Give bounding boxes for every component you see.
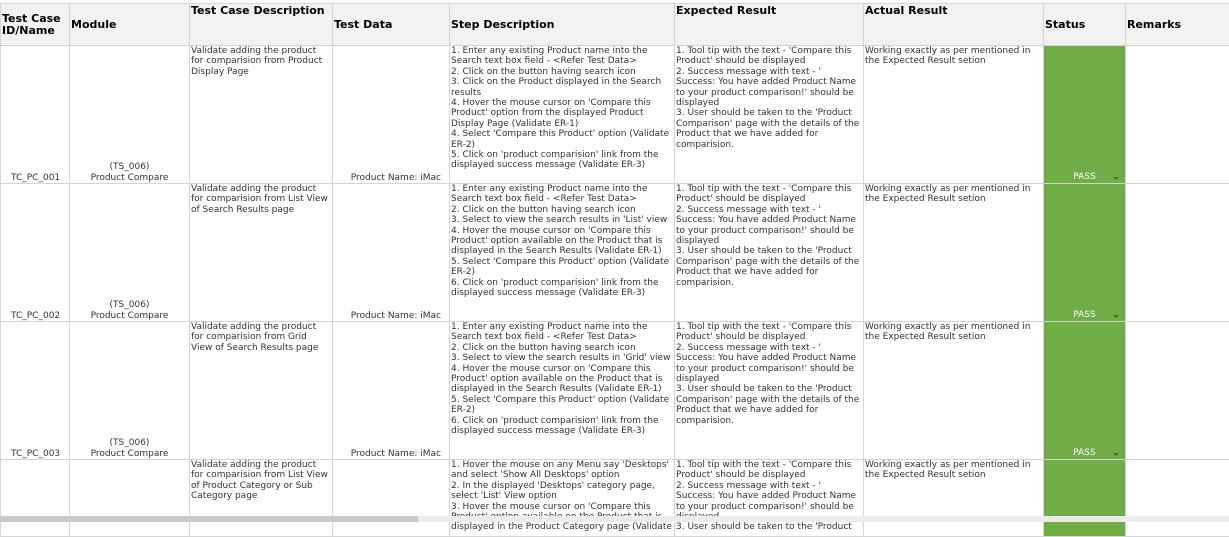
cell-status[interactable]: [1044, 184, 1126, 322]
cell-expected-result[interactable]: 1. Tool tip with the text - 'Compare this Product' should be displayed 2. Success message with text - ' Success: You have added Product Name to your product comparison!' should be displayed 3. User should be taken to the 'Product Comparison' page with the details of the Product that we have added for comparision.: [675, 184, 864, 322]
module-code: (TS_006): [71, 162, 188, 172]
cell-module[interactable]: [70, 184, 190, 322]
cell-module[interactable]: [70, 460, 190, 537]
horizontal-scrollbar[interactable]: [0, 516, 1229, 522]
cell-steps[interactable]: 1. Enter any existing Product name into the Search text box field - <Refer Test Data> 2. Click on the button having search icon 3. Select to view the search results in 'List' view 4. Hover the mouse cursor on 'Compare this Product' option available on the Product that is displayed in the Search Results (Validate ER-1) 5. Select 'Compare this Product' option (Validate ER-2) 6. Click on 'product comparision' link from the displayed success message (Validate ER-3): [450, 184, 675, 322]
cell-module[interactable]: [70, 46, 190, 184]
cell-test-case-id[interactable]: TC_PC_001: [1, 46, 70, 184]
status-value: PASS: [1073, 310, 1095, 321]
cell-remarks[interactable]: [1126, 46, 1229, 184]
cell-status[interactable]: [1044, 46, 1126, 184]
cell-description[interactable]: Validate adding the product for comparision from Product Display Page: [190, 46, 333, 184]
cell-expected-result[interactable]: 1. Tool tip with the text - 'Compare this Product' should be displayed 2. Success message with text - ' Success: You have added Product Name to your product comparison!' should be displayed 3. User should be taken to the 'Product Comparison' page with the details of the Product that we have added for comparision.: [675, 46, 864, 184]
header-expected-result[interactable]: Expected Result: [675, 4, 864, 46]
cell-steps[interactable]: 1. Hover the mouse on any Menu say 'Desktops' and select 'Show All Desktops' option 2. In the displayed 'Desktops' category page, select 'List' View option 3. Hover the mouse cursor on 'Compare this displayed in the Product Category page (Validate: [450, 460, 675, 537]
header-remarks[interactable]: Remarks: [1126, 4, 1229, 46]
test-case-sheet: [0, 3, 1229, 537]
header-status[interactable]: Status: [1044, 4, 1126, 46]
cell-description[interactable]: Validate adding the product for comparision from Grid View of Search Results page: [190, 322, 333, 460]
cell-remarks[interactable]: [1126, 184, 1229, 322]
cell-status[interactable]: [1044, 460, 1126, 537]
cell-expected-result[interactable]: 1. Tool tip with the text - 'Compare this Product' should be displayed 2. Success message with text - ' Success: You have added Product Name to your product comparison!' should be 3. User should be taken to the 'Product: [675, 460, 864, 537]
cell-module[interactable]: [70, 322, 190, 460]
header-description[interactable]: Test Case Description: [190, 4, 333, 46]
cell-actual-result[interactable]: Working exactly as per mentioned in the Expected Result setion: [864, 322, 1044, 460]
dropdown-arrow-icon[interactable]: [1113, 177, 1119, 180]
module-name: Product Compare: [71, 449, 188, 459]
cell-remarks[interactable]: [1126, 460, 1229, 537]
cell-test-case-id[interactable]: [1, 460, 70, 537]
cell-steps[interactable]: 1. Enter any existing Product name into the Search text box field - <Refer Test Data> 2. Click on the button having search icon 3. Click on the Product displayed in the Search results 4. Hover the mouse cursor on 'Compare this Product' option from the displayed Product Display Page (Validate ER-1) 4. Select 'Compare this Product' option (Validate ER-2) 5. Click on 'product comparision' link from the displayed success message (Validate ER-3): [450, 46, 675, 184]
table-row: [1, 322, 1229, 460]
header-steps[interactable]: Step Description: [450, 4, 675, 46]
cell-test-case-id[interactable]: TC_PC_003: [1, 322, 70, 460]
header-actual-result[interactable]: Actual Result: [864, 4, 1044, 46]
cell-test-data[interactable]: Product Name: iMac: [333, 322, 450, 460]
cell-actual-result[interactable]: Working exactly as per mentioned in the Expected Result setion: [864, 46, 1044, 184]
cell-actual-result[interactable]: Working exactly as per mentioned in the Expected Result setion: [864, 184, 1044, 322]
module-code: (TS_006): [71, 300, 188, 310]
cell-description[interactable]: Validate adding the product for comparision from List View of Product Category or Sub Category page: [190, 460, 333, 537]
module-name: Product Compare: [71, 173, 188, 183]
cell-status[interactable]: [1044, 322, 1126, 460]
cell-description[interactable]: Validate adding the product for comparision from List View of Search Results page: [190, 184, 333, 322]
module-name: Product Compare: [71, 311, 188, 321]
table-row: [1, 46, 1229, 184]
header-test-data[interactable]: Test Data: [333, 4, 450, 46]
cell-expected-result[interactable]: 1. Tool tip with the text - 'Compare this Product' should be displayed 2. Success message with text - ' Success: You have added Product Name to your product comparison!' should be displayed 3. User should be taken to the 'Product Comparison' page with the details of the Product that we have added for comparision.: [675, 322, 864, 460]
table-row: [1, 460, 1229, 537]
header-row: [1, 4, 1229, 46]
status-value: PASS: [1073, 448, 1095, 459]
dropdown-arrow-icon[interactable]: [1113, 315, 1119, 318]
dropdown-arrow-icon[interactable]: [1113, 453, 1119, 456]
cell-test-data[interactable]: Product Name: iMac: [333, 184, 450, 322]
cell-remarks[interactable]: [1126, 322, 1229, 460]
table-row: [1, 184, 1229, 322]
cell-test-data[interactable]: Product Name: iMac: [333, 46, 450, 184]
header-test-case-id[interactable]: Test Case ID/Name: [1, 4, 70, 46]
scrollbar-thumb[interactable]: [0, 516, 418, 522]
cell-test-case-id[interactable]: TC_PC_002: [1, 184, 70, 322]
cell-test-data[interactable]: [333, 460, 450, 537]
status-value: PASS: [1073, 172, 1095, 183]
module-code: (TS_006): [71, 438, 188, 448]
cell-actual-result[interactable]: Working exactly as per mentioned in the Expected Result setion: [864, 460, 1044, 537]
cell-steps[interactable]: 1. Enter any existing Product name into the Search text box field - <Refer Test Data> 2. Click on the button having search icon 3. Select to view the search results in 'Grid' view 4. Hover the mouse cursor on 'Compare this Product' option available on the Product that is displayed in the Search Results (Validate ER-1) 5. Select 'Compare this Product' option (Validate ER-2) 6. Click on 'product comparision' link from the displayed success message (Validate ER-3): [450, 322, 675, 460]
header-module[interactable]: Module: [70, 4, 190, 46]
